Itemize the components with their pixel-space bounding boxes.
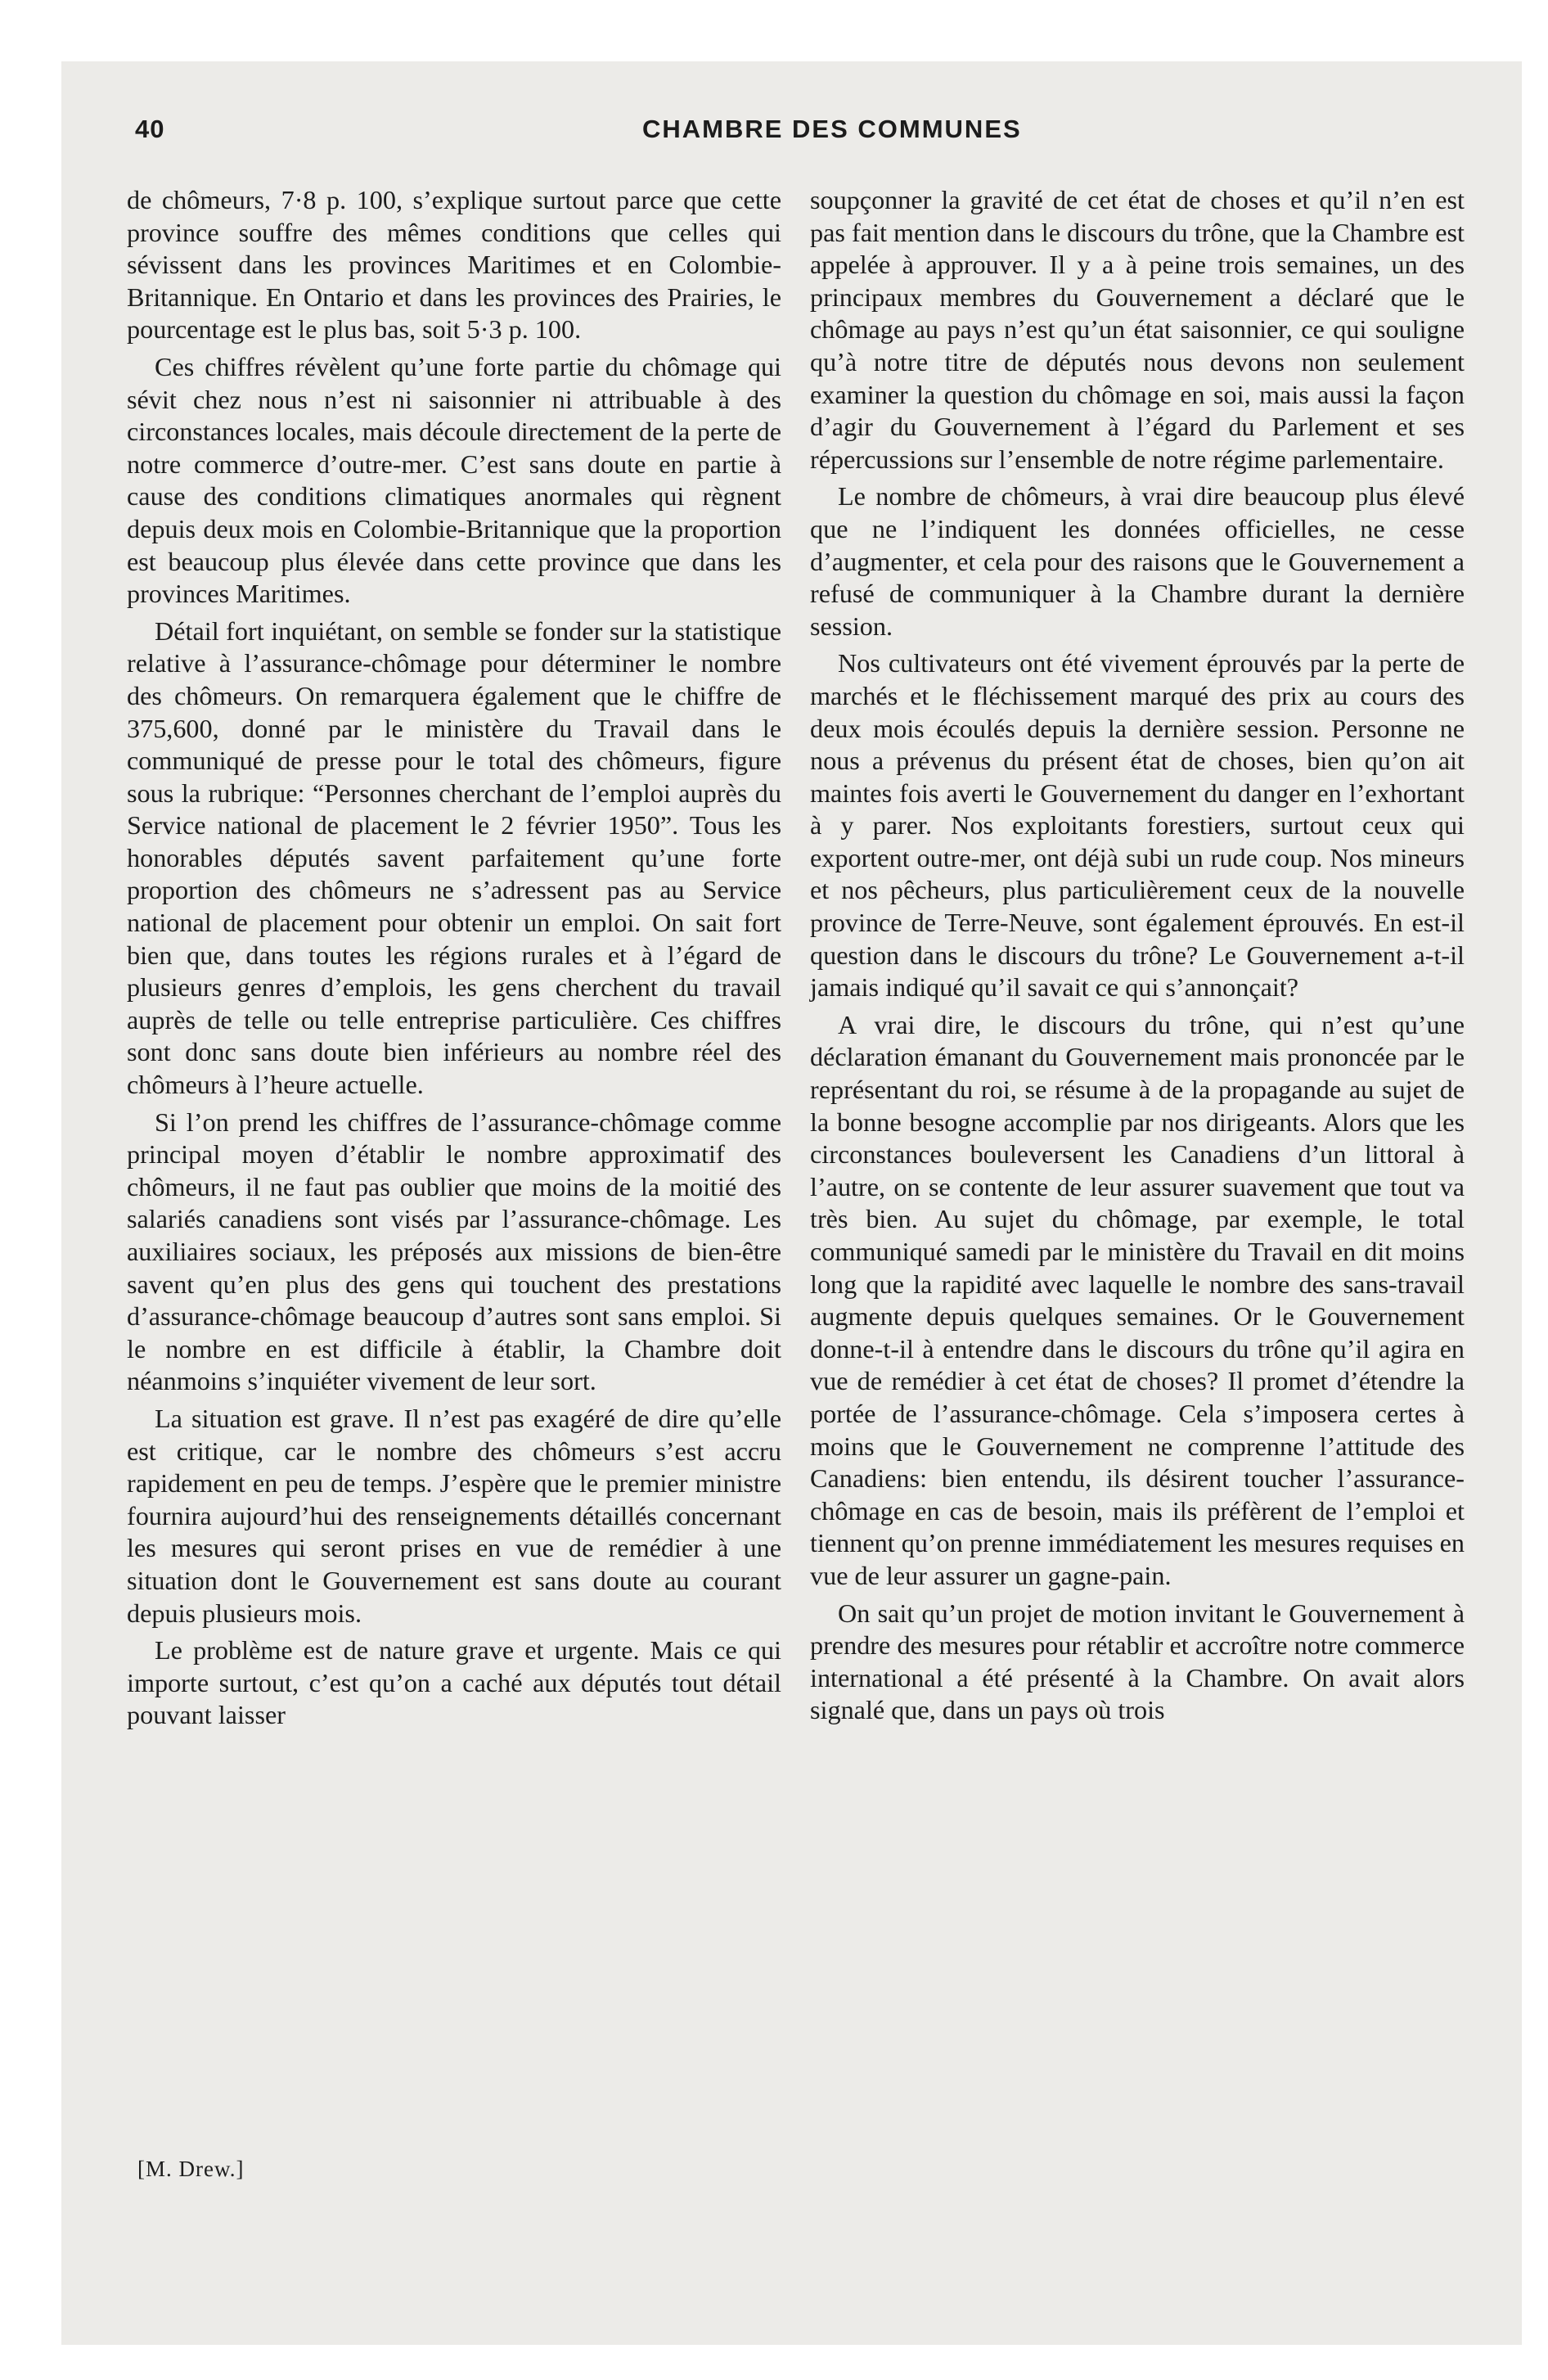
page-sheet xyxy=(61,61,1522,2345)
paragraph: Le problème est de nature grave et urgente. Mais ce qui importe surtout, c’est qu’on a caché aux députés tout détail pouvant laisser xyxy=(127,1635,781,1730)
page-number: 40 xyxy=(135,115,165,143)
speaker-attribution: [M. Drew.] xyxy=(137,2157,245,2181)
paragraph: Le nombre de chômeurs, à vrai dire beaucoup plus élevé que ne l’indiquent les données officielles, ne cesse d’augmenter, et cela pour des raisons que le Gouvernement a refusé de communiquer à la Chambre durant la dernière session. xyxy=(810,481,1465,641)
paragraph: On sait qu’un projet de motion invitant le Gouvernement à prendre des mesures pour rétablir et accroître notre commerce international a été présenté à la Chambre. On avait alors signalé que, dans un pays où trois xyxy=(810,1598,1465,1725)
right-column xyxy=(810,184,1465,1732)
paragraph: Ces chiffres révèlent qu’une forte partie du chômage qui sévit chez nous n’est ni saisonnier ni attribuable à des circonstances locales, mais découle directement de la perte de notre commerce d’outre-mer. C’est sans doute en partie à cause des conditions climatiques anormales qui règnent depuis deux mois en Colombie-Britannique que la proportion est beaucoup plus élevée dans cette province que dans les provinces Maritimes. xyxy=(127,351,781,609)
paragraph: La situation est grave. Il n’est pas exagéré de dire qu’elle est critique, car le nombre des chômeurs s’est accru rapidement en peu de temps. J’espère que le premier ministre fournira aujourd’hui des renseignements détaillés concernant les mesures qui seront prises en vue de remédier à une situation dont le Gouvernement est sans doute au courant depuis plusieurs mois. xyxy=(127,1403,781,1628)
paragraph: Si l’on prend les chiffres de l’assurance-chômage comme principal moyen d’établir le nombre approximatif des chômeurs, il ne faut pas oublier que moins de la moitié des salariés canadiens sont visés par l’assurance-chômage. Les auxiliaires sociaux, les préposés aux missions de bien-être savent qu’en plus des gens qui touchent des prestations d’assurance-chômage beaucoup d’autres sont sans emploi. Si le nombre en est difficile à établir, la Chambre doit néanmoins s’inquiéter vivement de leur sort. xyxy=(127,1107,781,1396)
paragraph: Nos cultivateurs ont été vivement éprouvés par la perte de marchés et le fléchissement marqué des prix au cours des deux mois écoulés depuis la dernière session. Personne ne nous a prévenus du présent état de choses, bien qu’on ait maintes fois averti le Gouvernement du danger en l’exhortant à y parer. Nos exploitants forestiers, surtout ceux qui exportent outre-mer, ont déjà subi un rude coup. Nos mineurs et nos pêcheurs, plus particulièrement ceux de la nouvelle province de Terre-Neuve, sont également éprouvés. En est-il question dans le discours du trône? Le Gouvernement a-t-il jamais indiqué qu’il savait ce qui s’annonçait? xyxy=(810,648,1465,1003)
page-header xyxy=(135,115,1473,156)
running-head-title: CHAMBRE DES COMMUNES xyxy=(642,115,1022,143)
paragraph: de chômeurs, 7·8 p. 100, s’explique surtout parce que cette province souffre des mêmes conditions que celles qui sévissent dans les provinces Maritimes et en Colombie-Britannique. En Ontario et dans les provinces des Prairies, le pourcentage est le plus bas, soit 5·3 p. 100. xyxy=(127,185,781,345)
left-column xyxy=(127,184,781,1737)
paragraph: Détail fort inquiétant, on semble se fonder sur la statistique relative à l’assurance-chômage pour déterminer le nombre des chômeurs. On remarquera également que le chiffre de 375,600, donné par le ministère du Travail dans le communiqué de presse pour le total des chômeurs, figure sous la rubrique: “Personnes cherchant de l’emploi auprès du Service national de placement le 2 février 1950”. Tous les honorables députés savent parfaitement qu’une forte proportion des chômeurs ne s’adressent pas au Service national de placement pour obtenir un emploi. On sait fort bien que, dans toutes les régions rurales et à l’égard de plusieurs genres d’emplois, les gens cherchent du travail auprès de telle ou telle entreprise particulière. Ces chiffres sont donc sans doute bien inférieurs au nombre réel des chômeurs à l’heure actuelle. xyxy=(127,615,781,1100)
paragraph: A vrai dire, le discours du trône, qui n’est qu’une déclaration émanant du Gouvernement mais prononcée par le représentant du roi, se résume à de la propagande au sujet de la bonne besogne accomplie par nos dirigeants. Alors que les circonstances bouleversent les Canadiens d’un littoral à l’autre, on se contente de leur assurer suavement que tout va très bien. Au sujet du chômage, par exemple, le total communiqué samedi par le ministère du Travail en dit moins long que la rapidité avec laquelle le nombre des sans-travail augmente depuis quelques semaines. Or le Gouvernement donne-t-il à entendre dans le discours du trône qu’il agira en vue de remédier à cet état de choses? Il promet d’étendre la portée de l’assurance-chômage. Cela s’imposera certes à moins que le Gouvernement ne comprenne l’attitude des Canadiens: bien entendu, ils désirent toucher l’assurance-chômage en cas de besoin, mais ils préfèrent de l’emploi et tiennent qu’on prenne immédiatement les mesures requises en vue de leur assurer un gagne-pain. xyxy=(810,1009,1465,1590)
paragraph: soupçonner la gravité de cet état de choses et qu’il n’en est pas fait mention dans le discours du trône, que la Chambre est appelée à approuver. Il y a à peine trois semaines, un des principaux membres du Gouvernement a déclaré que le chômage au pays n’est qu’un état saisonnier, ce qui souligne qu’à notre titre de députés nous devons non seulement examiner la question du chômage en soi, mais aussi la façon d’agir du Gouvernement à l’égard du Parlement et ses répercussions sur l’ensemble de notre régime parlementaire. xyxy=(810,185,1465,474)
